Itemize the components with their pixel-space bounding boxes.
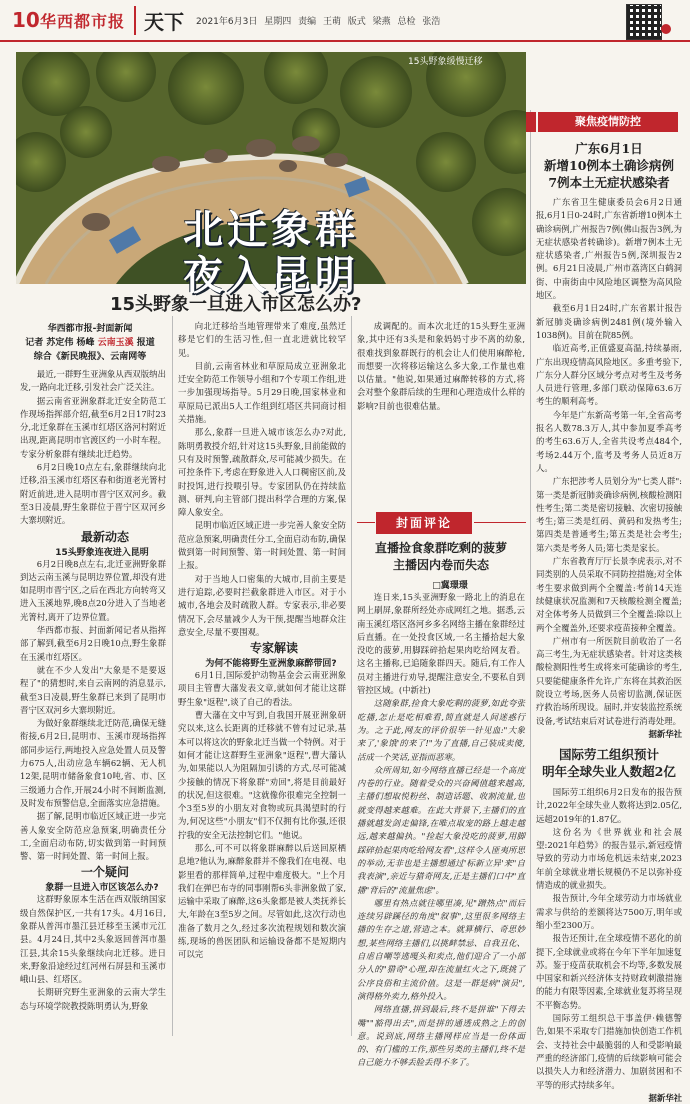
story1-title-line3: 7例本土无症状感染者 xyxy=(548,175,670,190)
paragraph: 这份名为《世界就业和社会展望:2021年趋势》的报告显示,新冠疫情导致的劳动力市场危机远未结束,2023年前全球就业增长规模仍不足以弥补疫情造成的就业损失。 xyxy=(536,826,682,891)
paragraph: 6月1日,国际爱护动物基金会云南亚洲象项目主管曹大藩发表文章,就如何才能让这群野生象"返程",谈了自己的看法。 xyxy=(178,670,346,707)
comment-title xyxy=(357,540,525,574)
comment-label: 封面评论 xyxy=(376,512,472,534)
subhead-latest: 最新动态 xyxy=(80,529,129,544)
paragraph: 昆明市临近区域正进一步完善人象安全防范应急预案,明确责任分工,全面启动布防,确保做到第一时间预警、第一时间处置、第一时间上报。 xyxy=(178,520,346,571)
column-divider xyxy=(172,316,173,1036)
subhead-question: 一个疑问 xyxy=(80,865,129,880)
byline-suffix: 报道 xyxy=(133,338,155,348)
masthead xyxy=(0,0,690,42)
newspaper-brand: 华西都市报 xyxy=(40,12,126,31)
paragraph: 最近,一群野生亚洲象从西双版纳出发,一路向北迁移,引发社会广泛关注。 xyxy=(20,369,166,393)
subhead-question-detail: 象群一旦进入市区该怎么办? xyxy=(45,883,159,894)
story2-credit: 据新华社 xyxy=(648,1092,682,1103)
subhead-expert-detail: 为何不能将野生亚洲象麻醉带回? xyxy=(205,659,337,670)
paragraph: 报告预计,今年全球劳动力市场就业需求与供给的差额将达7500万,明年或缩小至2300万。 xyxy=(536,893,682,930)
paragraph: 那么,可不可以将象群麻醉以后送回原栖息地?他认为,麻醉象群并不像我们在电视、电影里看的那样简单,过程中难度极大。"上个月我们在弹巴布寺的同事刚帮6头非洲象做了家,运输中采取了麻醉,这6头象都是被人类抚养长大,年龄在3至5岁之间。尽管如此,这次行动也准备了数月之久,经过多次流程规划和数次演练,现场的兽医团队和运输设备都不是短期内可以完 xyxy=(178,842,346,960)
paragraph: 6月2日晚10点左右,象群继续向北迁移,沿玉溪市红塔区春和街道老光箐村附近前进,进入昆明市晋宁区双河乡。截至3日凌晨,野生象群位于晋宁区双河乡大寨坝附近。 xyxy=(20,462,166,526)
byline-place: 云南玉溪 xyxy=(97,338,134,348)
paragraph: 6月2日晚8点左右,北迁亚洲野象群到达云南玉溪与昆明边界位置,却没有进如昆明市晋宁区,之后在西北方向转弯又进入玉溪地界,晚8点20分进入了当地老光箐村,离开了边界位置。 xyxy=(20,558,166,622)
column-divider xyxy=(351,316,352,1036)
section-title: 天下 xyxy=(134,6,184,35)
paragraph: 目前,云南省林业和草原局成立亚洲象北迁安全防范工作领导小组和7个专项工作组,进一步加强现场指导。5月29日晚,国家林业和草原局已派出5人工作组到红塔区共同商讨相关措施。 xyxy=(178,360,346,425)
story2-title-line1: 国际劳工组织预计 xyxy=(558,747,659,762)
issue-meta: 2021年6月3日 星期四 责编 王萌 版式 梁燕 总检 张浩 xyxy=(196,17,441,27)
app-badge-icon xyxy=(661,24,671,34)
byline-names: 记者 苏定伟 杨峰 xyxy=(25,338,98,348)
paragraph: 国际劳工组织总干事盖伊·赖德警告,如果不采取专门措施加快创造工作机会、支持社会中最脆弱的人和受影响最严重的经济部门,疫情的后续影响可能会以损失人力和经济潜力、加剧贫困和不平等的形式持续多年。 xyxy=(536,1013,682,1090)
paragraph: 这群野象原本生活在西双版纳国家级自然保护区,一共有17头。4月16日,象群从普洱市墨江县迁移至玉溪市元江县。4月24日,其中2头象返回普洱市墨江县,其余15头象继续向北迁移。进日来,野象沿途经过红河州石屏县和玉溪市峨山县、红塔区。 xyxy=(20,894,166,985)
paragraph: 广东省教育厅厅长景李虎表示,对不同类别的人员采取不同防控措施;对全体考生要求做到两个全覆盖:考前14天连续健康状况监测和7天核酸检测全覆盖;对全体考务人员做到三个全覆盖:除以上两个全覆盖外,还要求疫苗接种全覆盖。 xyxy=(536,556,682,633)
byline-outlet: 华西都市报-封面新闻 xyxy=(47,324,133,334)
article-column-1 xyxy=(20,368,166,1013)
paragraph: 据了解,昆明市临近区域正进一步完善人象安全防范应急预案,明确责任分工,全面启动布防,切实做到第一时间预警、第一时间处置、第一时间上报。 xyxy=(20,811,166,862)
story1-title-line2: 新增10例本土确诊病例 xyxy=(544,158,674,173)
subhead-expert: 专家解读 xyxy=(249,641,298,656)
paragraph: 临近高考,正值盛夏高温,持续暴雨,广东出现疫情高风险地区。多重考验下,广东分人群分区域分考点对考生及考务人员进行管理,多部门联动保障63.6万考生的顺利高考。 xyxy=(536,343,682,407)
comment-rule xyxy=(474,522,526,523)
paragraph: 今年是广东新高考第一年,全省高考报名人数78.3万人,其中参加夏季高考的考生63.6万人,全省共设考点484个,考场2.44万个,监考及考务人员近8万人。 xyxy=(536,409,682,473)
paragraph: 长期研究野生亚洲象的云南大学生态与环境学院教授陈明勇认为,野象 xyxy=(20,987,166,1011)
story2-title xyxy=(536,746,682,780)
comment-column xyxy=(357,578,525,1070)
paragraph: 众所周知,如今网络直播已经是一个高度内卷的行业。随着受众的兴奋阈值越来越高,主播们想取悦粉丝、制造话题、收割流量,也就变得越来越难。在此大背景下,主播们的直播就越发剑走偏锋,在唯点取宠的路上越走越远,越来越偏执。"捡起大象没吃的菠萝,用脚踩碎拾起果肉吃给网友看",这样令人匪夷所思的举动,无非也是主播想通过'标新立异'来"自我表演",亲近与猎奇网友,正是主播们口中"直播"背后的"流量焦虑"。 xyxy=(357,764,525,895)
paragraph: 向北迁移给当地管理带来了难度,虽然迁移是它们的生活习性,但一直北进就比较罕见。 xyxy=(178,321,346,358)
byline xyxy=(20,322,160,364)
paragraph: 为做好象群继续北迁防范,确保无缝衔接,6月2日,昆明市、玉溪市现场指挥部同步运行,两地投入应急处置人员及警力675人,出动应急车辆62辆、无人机12架,昆明市储备象食10吨,省、市、区三级通力合作,开展24小时不间断监测,及时发布预警信息,全面落实应急措施。 xyxy=(20,718,166,808)
comment-rule xyxy=(357,522,375,523)
paragraph: 广东省卫生健康委员会6月2日通报,6月1日0-24时,广东省新增10例本土确诊病例,广州报告7例(佛山报告3例,为无症状感染者转确诊)。新增7例本土无症状感染者,广州报告5例,深圳报告2例。6月21日凌晨,广州市荔湾区白鹤洞街、中南街由中风险地区调整为高风险地区。 xyxy=(536,197,682,301)
subhead-latest-detail: 15头野象连夜进入昆明 xyxy=(55,547,149,558)
story2-title-line2: 明年全球失业人数超2亿 xyxy=(542,764,676,779)
story2-body xyxy=(536,786,682,1104)
paragraph: 那么,象群一旦进入城市该怎么办?对此,陈明勇教授介绍,针对这15头野象,目前能做的只有及时预警,疏散群众,尽可能减少损失。在可控条件下,考虑在野象进入人口稠密区前,及时投饵,进行投喂引导。专家团队仍在持续监测、研判,向主管部门提出科学合理的方案,保障人象安全。 xyxy=(178,427,346,518)
headline-subtitle: 15头野象一旦进入市区怎么办? xyxy=(110,294,362,315)
byline-sources: 综合《新民晚报》、云南网等 xyxy=(33,352,147,362)
headline-line2: 夜入昆明 xyxy=(183,252,359,299)
paragraph: 广东把涉考人员划分为"七类人群":第一类是新冠肺炎确诊病例,核酸检测阳性考生;第二类是密切接触、次密切接触考生;第三类是红码、黄码和发热考生;第四类是普通考生;第五类是社会考生;第六类是考务人员;第七类是家长。 xyxy=(536,476,682,553)
byline-reporters xyxy=(20,336,160,350)
paragraph: 对于当地人口密集的大城市,目前主要是进行追踪,必要时拦截象群进入市区。对于小城市,各地会及时疏散人群。专家表示,非必要情况下,会尽量减少人为干预,提醒当地群众注意安全,尽量不要围观。 xyxy=(178,573,346,637)
comment-title-line2: 主播因内卷而失态 xyxy=(392,558,489,572)
comment-author: □冀璟璟 xyxy=(432,581,468,591)
article-column-2 xyxy=(178,320,346,962)
paragraph: 国际劳工组织6月2日发布的报告预计,2022年全球失业人数将达到2.05亿,远超2019年的1.87亿。 xyxy=(536,787,682,824)
paragraph: 这随象群,捡食大象吃剩的菠萝,如此夸张吃播,怎止是吃相难看,简直就是人间迷惑行为。之于此,网友的评价很毕一针见血:"大象来了,'象饿'的来了!"为了直播,自己装成卖傻,活成一个笑话,亚指而恶寒。 xyxy=(357,698,525,762)
story1-credit: 据新华社 xyxy=(648,728,682,739)
qr-code-icon xyxy=(626,4,662,40)
paragraph: 就在不少人发出"大象是不是要返程了"的猜想时,来自云南网的消息显示,截至3日凌晨,野生象群已来到了昆明市晋宁区双河乡大寨坝附近。 xyxy=(20,664,166,715)
comment-title-line1: 直播捡食象群吃剩的菠萝 xyxy=(374,541,507,555)
photo-caption: 15头野象缓慢迁移 xyxy=(408,57,483,67)
paragraph: 曹大藩在文中写到,自我国开展亚洲象研究以来,这么长距离的迁移就不曾有过记录,基本可以将这次的野象北迁当做一个特例。对于如何才能让这群野生亚洲象"返程",曹大藩认为,如果能以人为阻隔加引诱的方式,尽可能减少接触的情况下将象群"劝回",将是目前最好的状况,但这很难。"这就像你很难完全控制一个3至5岁的小朋友对食物或玩具渴望时的行为,何况这些"小朋友"们不仅拥有比你强,还很拧我的安全无法控制它们。"他说。 xyxy=(178,710,346,840)
story1-title xyxy=(536,140,682,191)
paragraph: 连日来,15头亚洲野象一路北上的消息在网上刷屏,象群所经处亦成网红之地。据悉,云南玉溪红塔区洛河乡多名网络主播在象群经过后直播。在一处投食区域,一名主播拾起大象没吃的菠萝,用脚踩碎拾起果肉吃给网友看。这名主播称,已追随象群四天。随后,有工作人员对主播进行劝导,提醒注意安全,不要私自到管控区域。(中新社) xyxy=(357,592,525,696)
story1-title-line1: 广东6月1日 xyxy=(575,141,643,156)
column-divider xyxy=(530,110,531,1040)
paragraph: 报告还预计,在全球疫情不恶化的前提下,全球就业或将在今年下半年加速复苏。鉴于疫苗获取机会不均等,多数发展中国家和新兴经济体支持财政刺激措施的能力有限等因素,全球就业复苏将呈现不平衡态势。 xyxy=(536,933,682,1010)
article-column-3 xyxy=(357,320,525,413)
story1-body xyxy=(536,196,682,740)
page-number: 10 xyxy=(12,8,40,32)
section-ribbon: 聚焦疫情防控 xyxy=(538,112,678,132)
paragraph: 网络直播,拼到最后,终不是拼谁"下得去嘴""豁得出去",而是拼的通透成熟之上的创意。说到底,网络主播网样应当是一份体面的、有门槛的工作,那些另类的主播们,终不是自己能力不够丢脸丢得不多了。 xyxy=(357,1004,525,1068)
paragraph: 哪里有热点就往哪里凑,见"蹭热点"而后连续另辟蹊径的角度"叙事",这里很多网络主播的生存之道,营造之本。就算横行、奇思妙想,某些网络主播们,以挑衅禁忌、自我丑化、自虐自嘲等逃嘎头和卖点,他们迎合了一小部分人的"猎奇"心理,却在流量红火之下,既挑了公序良俗和主流价值。这是一群是病"演员",演得格外卖力,格外投入。 xyxy=(357,897,525,1001)
paragraph: 据云南省亚洲象群北迁安全防范工作现场指挥部介绍,截至6月2日17时23分,北迁象群在玉溪市红塔区洛河村附近出现,距离昆明市官渡区约一小时车程。专家分析象群有继续北迁趋势。 xyxy=(20,395,166,459)
paragraph: 华西都市报、封面新闻记者从指挥部了解到,截至6月2日晚10点,野生象群在玉溪市红塔区。 xyxy=(20,625,166,662)
paragraph: 成调配的。而本次北迁的15头野生亚洲象,其中还有3头是和象妈妈寸步不离的幼象,很难找到象群既行的机会让人们使用麻醉枪,而想要一次将移运输这么多大象,工作量也难以估量。"他说,如果通过麻醉转移的方式,将会对整个象群后续的生理和心理造成什么样的影响?目前也很难估量。 xyxy=(357,321,525,411)
paragraph: 截至6月1日24时,广东省累计报告新冠肺炎确诊病例2481例(境外输入1038例)。目前在院85例。 xyxy=(536,303,682,340)
paragraph: 广州市有一所医院目前收治了一名高三考生,为无症状感染者。针对这类核酸检测阳性考生或将来可能确诊的考生,只要能健康条件允许,广东将在其救治医院设立考场,医务人员密切监测,保证医疗救治场所现设。届时,并安装监控系统设备,考试结束后对试卷进行消毒处理。 xyxy=(536,635,682,726)
headline-line1: 北迁象群 xyxy=(183,206,359,253)
